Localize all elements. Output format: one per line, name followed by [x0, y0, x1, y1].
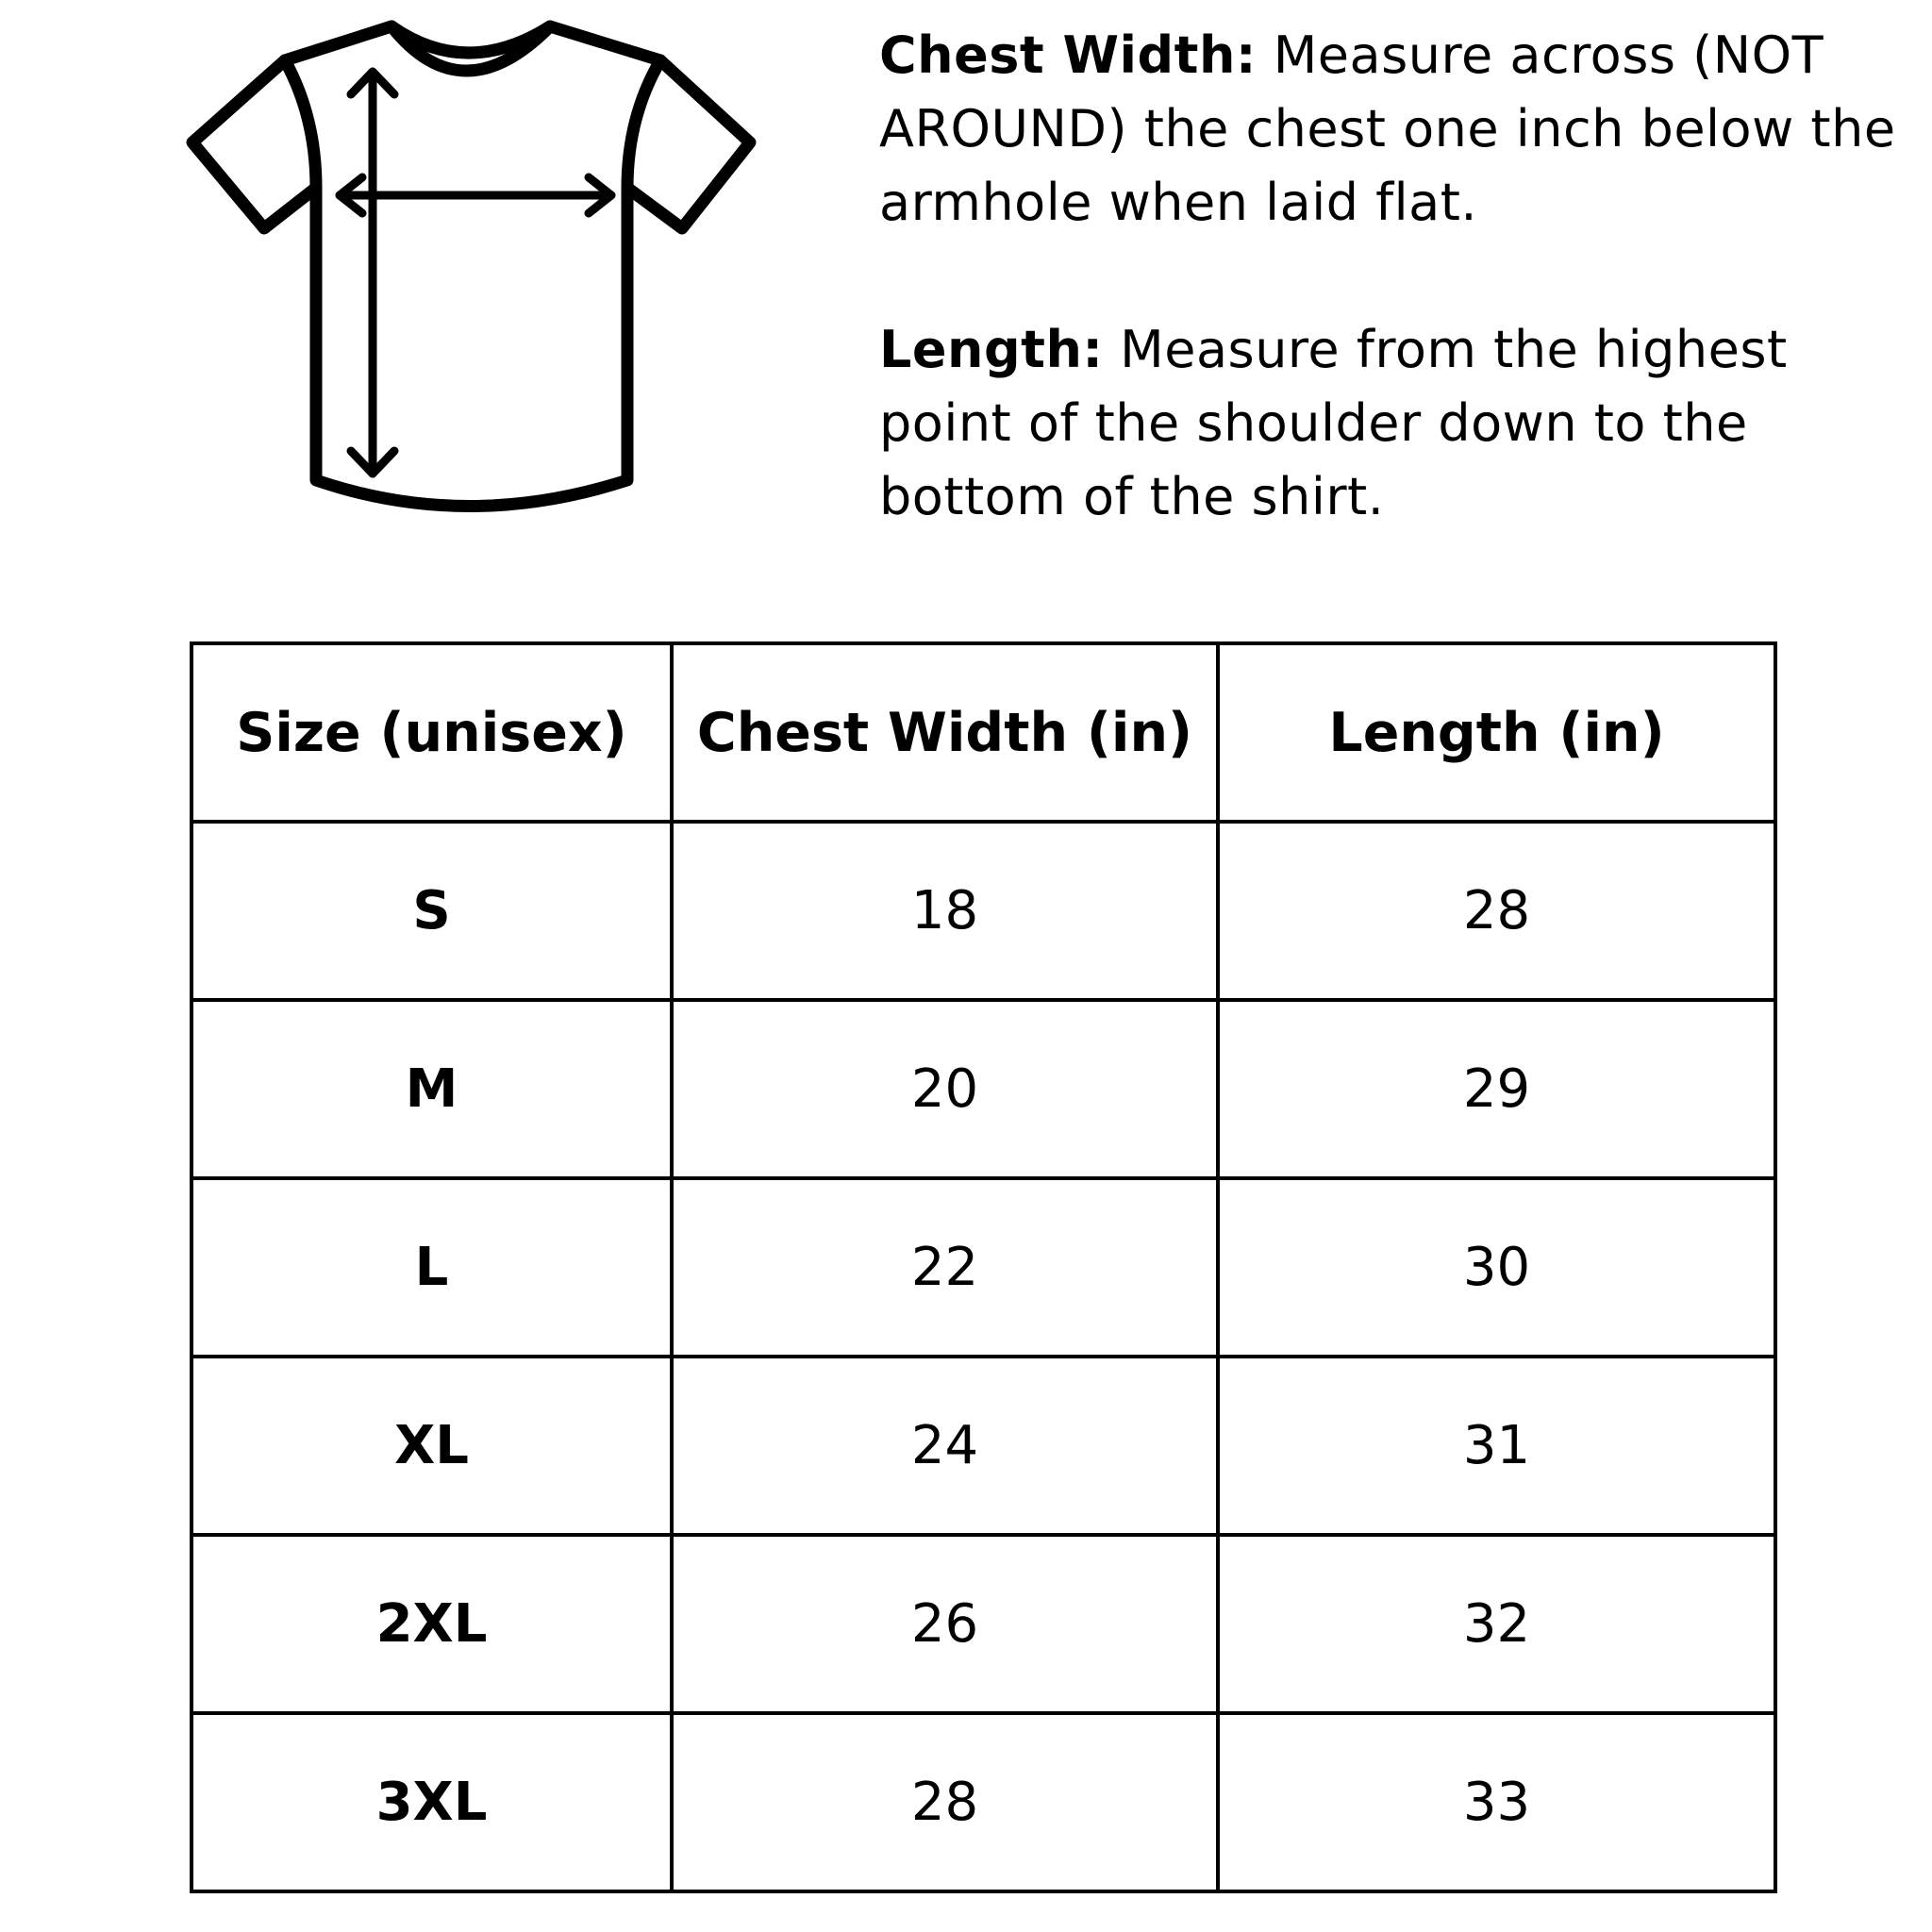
t-shirt-measurement-icon	[179, 13, 764, 523]
length-cell: 29	[1218, 1000, 1775, 1178]
chest-cell: 18	[672, 822, 1218, 1000]
chest-width-text: Measure across (NOT AROUND) the chest one inch below the armhole when laid flat.	[879, 25, 1896, 232]
right-sleeve-seam	[627, 60, 660, 188]
length-instruction	[879, 313, 1898, 534]
length-text: Measure from the highest point of the shoulder down to the bottom of the shirt.	[879, 320, 1788, 526]
length-cell: 30	[1218, 1178, 1775, 1357]
chest-cell: 22	[672, 1178, 1218, 1357]
chest-width-instruction	[879, 19, 1898, 240]
chest-cell: 20	[672, 1000, 1218, 1178]
table-header-row	[192, 643, 1775, 822]
chest-cell: 26	[672, 1535, 1218, 1713]
size-chart-table	[190, 641, 1777, 1893]
shirt-outline	[192, 26, 750, 507]
table-row	[192, 822, 1775, 1000]
table-row	[192, 1178, 1775, 1357]
length-cell: 31	[1218, 1357, 1775, 1535]
chest-width-term: Chest Width:	[879, 25, 1257, 85]
size-cell: 3XL	[192, 1713, 672, 1891]
length-term: Length:	[879, 320, 1104, 379]
length-cell: 28	[1218, 822, 1775, 1000]
table-row	[192, 1535, 1775, 1713]
header-chest-width: Chest Width (in)	[672, 643, 1218, 822]
measurement-instructions	[879, 19, 1898, 534]
size-cell: XL	[192, 1357, 672, 1535]
size-cell: S	[192, 822, 672, 1000]
size-cell: L	[192, 1178, 672, 1357]
header-size: Size (unisex)	[192, 643, 672, 822]
length-cell: 32	[1218, 1535, 1775, 1713]
left-sleeve-seam	[285, 60, 316, 188]
table-row	[192, 1000, 1775, 1178]
table-row	[192, 1713, 1775, 1891]
table-row	[192, 1357, 1775, 1535]
header-length: Length (in)	[1218, 643, 1775, 822]
chest-cell: 24	[672, 1357, 1218, 1535]
length-cell: 33	[1218, 1713, 1775, 1891]
chest-cell: 28	[672, 1713, 1218, 1891]
size-cell: M	[192, 1000, 672, 1178]
size-cell: 2XL	[192, 1535, 672, 1713]
